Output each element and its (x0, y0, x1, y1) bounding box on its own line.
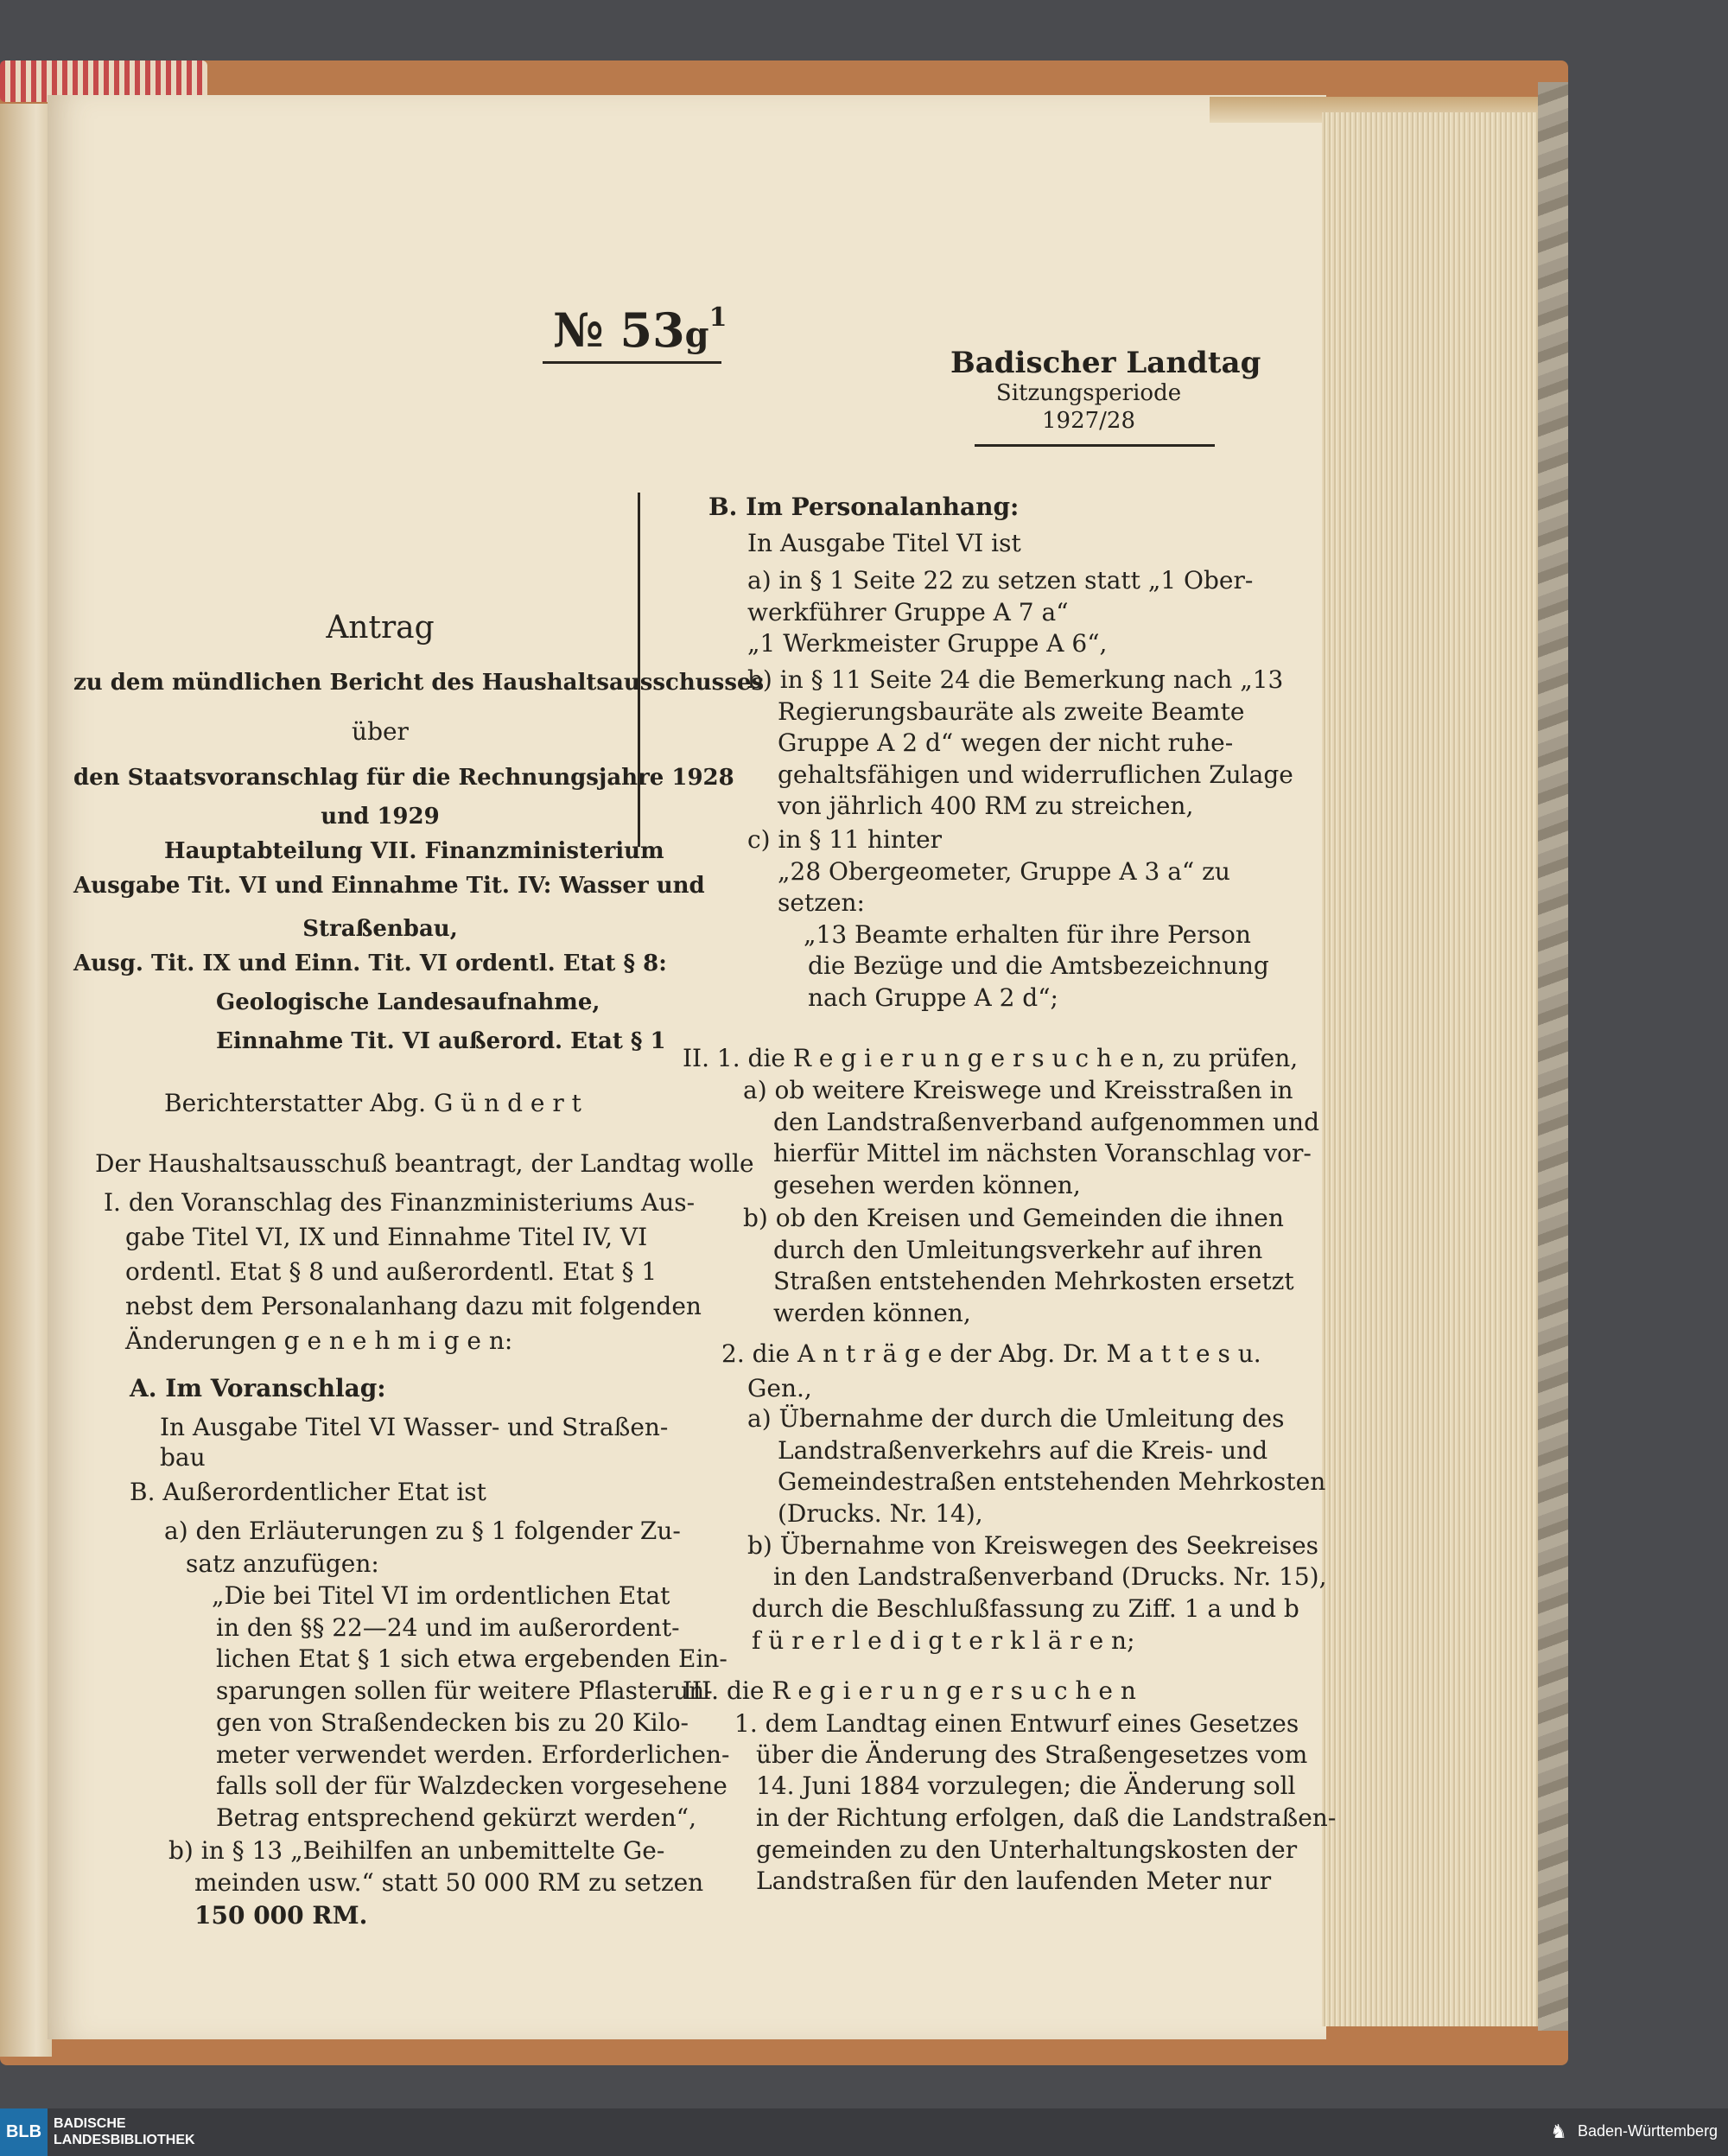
left-line: 150 000 RM. (194, 1901, 368, 1930)
right-line: f ü r e r l e d i g t e r k l ä r e n; (752, 1626, 1135, 1655)
left-line: gabe Titel VI, IX und Einnahme Titel IV, VI (125, 1223, 648, 1251)
left-line: A. Im Voranschlag: (130, 1374, 386, 1402)
left-line: satz anzufügen: (186, 1549, 379, 1578)
right-line: werkführer Gruppe A 7 a“ (747, 598, 1069, 626)
right-line: Gruppe A 2 d“ wegen der nicht ruhe- (778, 728, 1234, 757)
right-line: gemeinden zu den Unterhaltungskosten der (756, 1835, 1298, 1864)
state-crest-icon: ♞ (1550, 2121, 1567, 2143)
left-line: falls soll der für Walzdecken vorgesehene (216, 1771, 727, 1800)
left-line: sparungen sollen für weitere Pflasterun- (216, 1676, 713, 1705)
right-line: die Bezüge und die Amtsbezeichnung (808, 951, 1269, 980)
page-stack-edges (1322, 112, 1538, 2026)
left-line: Betrag entsprechend gekürzt werden“, (216, 1803, 696, 1832)
right-line: werden können, (773, 1299, 971, 1327)
left-line: Änderungen g e n e h m i g e n: (125, 1326, 513, 1355)
right-line: Straßen entstehenden Mehrkosten ersetzt (773, 1267, 1294, 1295)
right-line: b) in § 11 Seite 24 die Bemerkung nach „13 (747, 665, 1284, 694)
left-line: über (352, 717, 409, 746)
right-line: c) in § 11 hinter (747, 825, 943, 854)
left-line: bau (160, 1443, 206, 1472)
right-line: In Ausgabe Titel VI ist (747, 529, 1021, 557)
right-line: den Landstraßenverband aufgenommen und (773, 1108, 1319, 1136)
right-line: 2. die A n t r ä g e der Abg. Dr. M a t t e s u. (721, 1339, 1261, 1368)
left-line: ordentl. Etat § 8 und außerordentl. Etat § 1 (125, 1257, 658, 1286)
right-line: in der Richtung erfolgen, daß die Landstraßen- (756, 1803, 1337, 1832)
library-name-line1: BADISCHE (54, 2116, 126, 2131)
left-line: Hauptabteilung VII. Finanzministerium (164, 838, 664, 864)
right-line: (Drucks. Nr. 14), (778, 1499, 983, 1528)
library-name-line2: LANDESBIBLIOTHEK (54, 2133, 195, 2147)
document-number: № $53g^1$ (553, 302, 727, 358)
right-line: „1 Werkmeister Gruppe A 6“, (747, 629, 1108, 658)
right-line: a) Übernahme der durch die Umleitung des (747, 1404, 1285, 1433)
viewer-footer (0, 2108, 1728, 2156)
left-line: und 1929 (321, 804, 440, 830)
right-line: b) ob den Kreisen und Gemeinden die ihnen (743, 1204, 1284, 1232)
left-line: Ausg. Tit. IX und Einn. Tit. VI ordentl. Etat § 8: (73, 951, 667, 976)
left-line: in den §§ 22—24 und im außerordent- (216, 1613, 680, 1642)
left-line: meinden usw.“ statt 50 000 RM zu setzen (194, 1868, 704, 1897)
right-line: durch die Beschlußfassung zu Ziff. 1 a und b (752, 1594, 1299, 1623)
left-line: nebst dem Personalanhang dazu mit folgenden (125, 1292, 702, 1320)
left-line: a) den Erläuterungen zu § 1 folgender Zu- (164, 1517, 681, 1545)
left-line: Der Haushaltsausschuß beantragt, der Landtag wolle (95, 1149, 754, 1178)
right-line: Regierungsbauräte als zweite Beamte (778, 697, 1245, 726)
header-session: Sitzungsperiode (995, 380, 1182, 406)
number-underline (543, 361, 721, 364)
right-line: III. die R e g i e r u n g e r s u c h e n (683, 1676, 1136, 1705)
left-line: I. den Voranschlag des Finanzministeriums Aus- (104, 1188, 696, 1217)
right-line: durch den Umleitungsverkehr auf ihren (773, 1236, 1263, 1264)
right-line: Gen., (747, 1374, 812, 1402)
right-line: in den Landstraßenverband (Drucks. Nr. 15), (773, 1562, 1327, 1591)
marbled-edge (1538, 82, 1568, 2031)
left-line: Geologische Landesaufnahme, (216, 989, 600, 1015)
header-title: Badischer Landtag (950, 346, 1261, 380)
left-line: den Staatsvoranschlag für die Rechnungsjahre 1928 (73, 765, 734, 791)
left-line: b) in § 13 „Beihilfen an unbemittelte Ge- (168, 1836, 665, 1865)
left-line: Einnahme Tit. VI außerord. Etat § 1 (216, 1028, 666, 1054)
right-line: Landstraßenverkehrs auf die Kreis- und (778, 1436, 1268, 1465)
right-line: B. Im Personalanhang: (708, 493, 1020, 521)
left-line: B. Außerordentlicher Etat ist (130, 1478, 486, 1506)
left-line: zu dem mündlichen Bericht des Haushaltsausschusses (73, 670, 765, 696)
right-line: gehaltsfähigen und widerruflichen Zulage (778, 760, 1293, 789)
right-line: nach Gruppe A 2 d“; (808, 983, 1058, 1012)
right-line: Landstraßen für den laufenden Meter nur (756, 1867, 1272, 1895)
right-line: „13 Beamte erhalten für ihre Person (804, 920, 1251, 949)
right-line: a) in § 1 Seite 22 zu setzen statt „1 Ober- (747, 566, 1254, 595)
partner-label[interactable]: Baden-Württemberg (1578, 2122, 1718, 2140)
blb-logo[interactable]: BLB (0, 2108, 48, 2156)
header-year: 1927/28 (1041, 408, 1135, 434)
left-line: In Ausgabe Titel VI Wasser- und Straßen- (160, 1413, 669, 1441)
right-line: „28 Obergeometer, Gruppe A 3 a“ zu (778, 857, 1230, 886)
left-line: gen von Straßendecken bis zu 20 Kilo- (216, 1708, 689, 1737)
left-line: Straßenbau, (302, 916, 458, 942)
header-rule (975, 444, 1215, 447)
left-line: „Die bei Titel VI im ordentlichen Etat (212, 1581, 670, 1610)
left-line: lichen Etat § 1 sich etwa ergebenden Ein- (216, 1644, 727, 1673)
right-line: b) Übernahme von Kreiswegen des Seekreises (747, 1531, 1319, 1560)
right-line: gesehen werden können, (773, 1171, 1081, 1199)
right-line: a) ob weitere Kreiswege und Kreisstraßen in (743, 1076, 1293, 1104)
right-line: 1. dem Landtag einen Entwurf eines Gesetzes (734, 1709, 1299, 1738)
library-name (54, 2115, 195, 2148)
right-line: hierfür Mittel im nächsten Voranschlag vor- (773, 1139, 1312, 1167)
right-line: von jährlich 400 RM zu streichen, (778, 792, 1194, 820)
right-line: 14. Juni 1884 vorzulegen; die Änderung soll (756, 1771, 1296, 1800)
right-line: II. 1. die R e g i e r u n g e r s u c h e n, zu prüfen, (683, 1044, 1299, 1072)
left-line: Ausgabe Tit. VI und Einnahme Tit. IV: Wasser und (73, 873, 705, 899)
left-line: Berichterstatter Abg. G ü n d e r t (164, 1089, 581, 1117)
left-page-curl (0, 104, 52, 2057)
right-line: Gemeindestraßen entstehenden Mehrkosten (778, 1467, 1326, 1496)
right-line: über die Änderung des Straßengesetzes vom (756, 1740, 1308, 1769)
right-line: setzen: (778, 888, 865, 917)
left-line: meter verwendet werden. Erforderlichen- (216, 1740, 730, 1769)
title-antrag: Antrag (326, 610, 435, 646)
